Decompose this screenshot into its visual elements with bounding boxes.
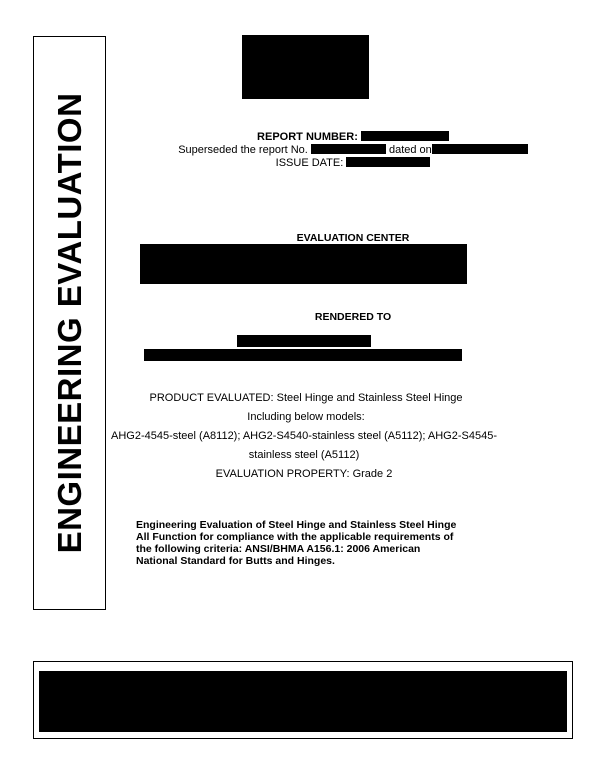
rendered-to-name-redaction: [237, 335, 371, 347]
side-banner: [33, 36, 106, 610]
side-banner-title: ENGINEERING EVALUATION: [50, 92, 88, 554]
issue-date-label: ISSUE DATE:: [275, 157, 344, 169]
evaluation-property: EVALUATION PROPERTY: Grade 2: [215, 468, 393, 480]
rendered-to-heading: RENDERED TO: [314, 311, 392, 323]
criteria-line-3: the following criteria: ANSI/BHMA A156.1: 2006 American: [136, 543, 421, 555]
rendered-to-address-redaction: [144, 349, 462, 361]
report-number-label: REPORT NUMBER:: [257, 131, 358, 143]
evaluation-center-redaction: [140, 244, 467, 284]
criteria-line-1: Engineering Evaluation of Steel Hinge and Stainless Steel Hinge: [136, 519, 457, 531]
criteria-line-2: All Function for compliance with the applicable requirements of: [136, 531, 454, 543]
footer-box: [33, 661, 573, 739]
models-line-1: AHG2-4545-steel (A8112); AHG2-S4540-stainless steel (A5112); AHG2-S4545-: [110, 430, 497, 442]
criteria-line-4: National Standard for Butts and Hinges.: [136, 555, 335, 567]
criteria-paragraph: [136, 519, 496, 567]
models-line-2: stainless steel (A5112): [248, 449, 360, 461]
product-block: [106, 389, 506, 427]
footer-redaction: [39, 671, 567, 732]
superseded-label: Superseded the report No.: [178, 144, 308, 156]
dated-label: dated on: [388, 144, 432, 156]
issue-date-redaction: [346, 157, 430, 167]
report-number-redaction: [361, 131, 449, 141]
report-number-line: [106, 131, 600, 144]
dated-redaction: [432, 144, 528, 154]
product-evaluated: PRODUCT EVALUATED: Steel Hinge and Stainless Steel Hinge: [149, 392, 463, 404]
superseded-line: [106, 144, 600, 157]
superseded-number-redaction: [311, 144, 386, 154]
issue-date-line: [106, 157, 600, 170]
models-intro: Including below models:: [247, 411, 365, 423]
models-list: [108, 427, 500, 484]
logo-redaction: [242, 35, 369, 99]
evaluation-center-heading: EVALUATION CENTER: [296, 232, 410, 244]
